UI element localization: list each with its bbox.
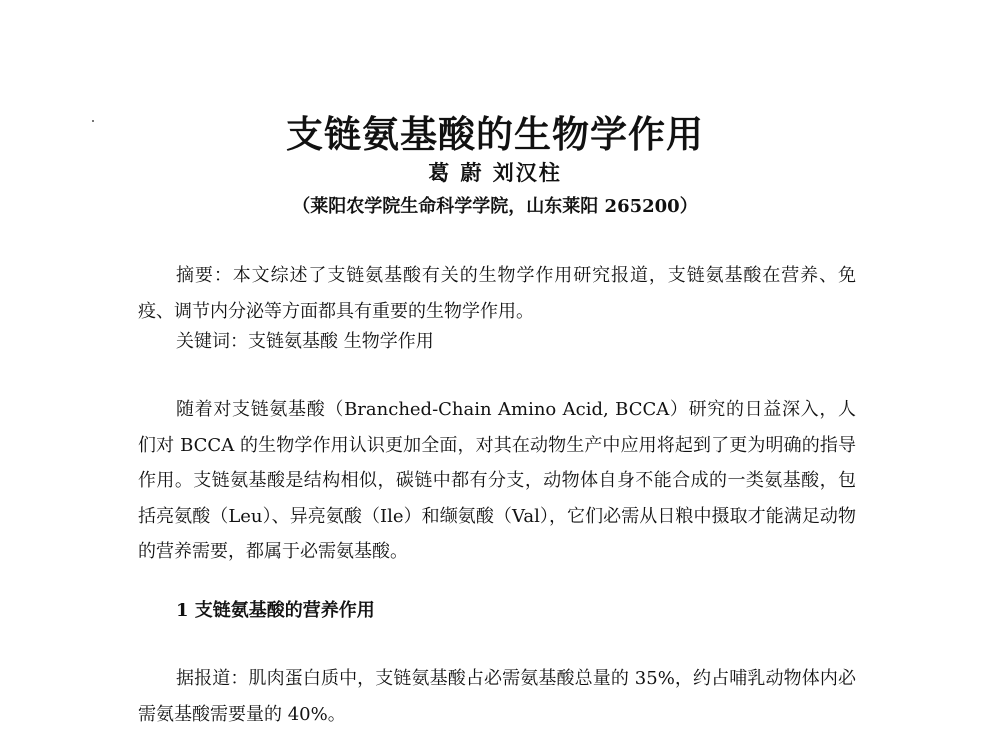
paper-affiliation: （莱阳农学院生命科学学院，山东莱阳 265200）: [292, 196, 698, 217]
paper-title: 支链氨基酸的生物学作用: [286, 112, 704, 156]
intro-paragraph: 随着对支链氨基酸（Branched-Chain Amino Acid, BCCA）研究的日益深入，人们对 BCCA 的生物学作用认识更加全面，对其在动物生产中应用将起到了更为明确的指导作用。支链氨基酸是结构相似，碳链中都有分支，动物体自身不能合成的一类氨基酸，包括亮氨酸（Leu）、异亮氨酸（Ile）和缬氨酸（Val），它们必需从日粮中摄取才能满足动物的营养需要，都属于必需氨基酸。: [138, 399, 856, 563]
keywords-paragraph: [138, 324, 856, 360]
abstract-paragraph: [138, 258, 856, 329]
section-heading: 1 支链氨基酸的营养作用: [176, 600, 375, 621]
keywords-text: 支链氨基酸 生物学作用: [248, 331, 434, 352]
abstract-label: 摘要：: [176, 265, 233, 286]
abstract-text: 本文综述了支链氨基酸有关的生物学作用研究报道，支链氨基酸在营养、免疫、调节内分泌等方面都具有重要的生物学作用。: [138, 265, 857, 322]
section-paragraph: 据报道：肌肉蛋白质中，支链氨基酸占必需氨基酸总量的 35%，约占哺乳动物体内必需氨基酸需要量的 40%。: [138, 668, 856, 725]
paper-authors: 葛 蔚 刘汉柱: [428, 160, 562, 185]
keywords-label: 关键词：: [176, 331, 248, 352]
